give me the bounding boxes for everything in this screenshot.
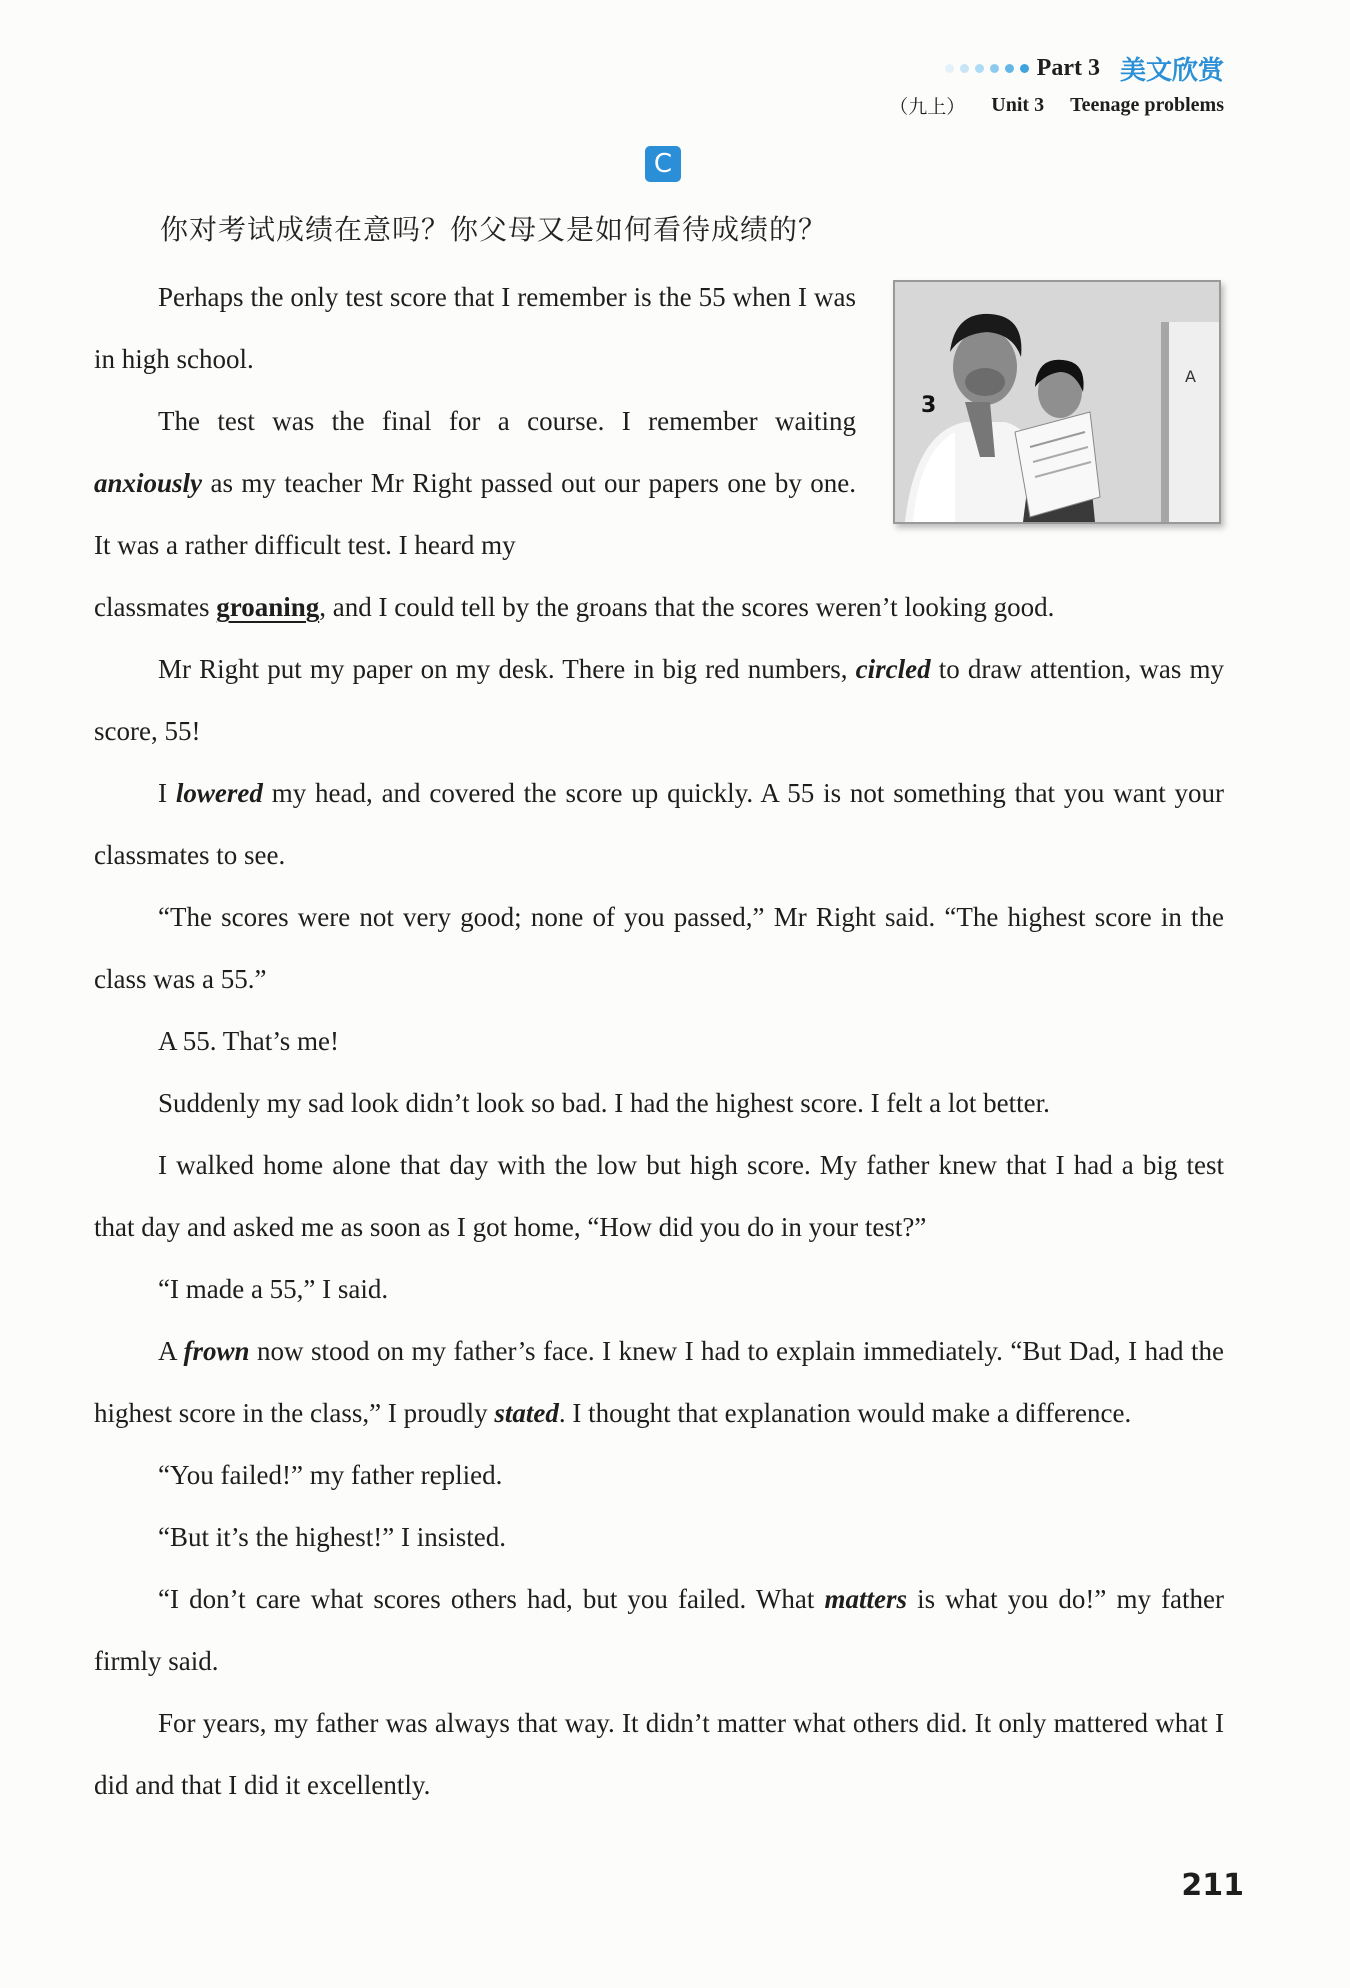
- paragraph-4: I lowered my head, and covered the score up quickly. A 55 is not something that you want your classmates to see.: [94, 778, 1225, 870]
- section-badge: C: [645, 146, 681, 182]
- decorative-dots-icon: [945, 64, 1029, 73]
- vocab-frown: frown: [183, 1336, 250, 1366]
- paragraph-8: I walked home alone that day with the low but high score. My father knew that I had a big test that day and asked me as soon as I got home, “How did you do in your test?”: [94, 1150, 1224, 1242]
- paragraph-6: A 55. That’s me!: [158, 1026, 339, 1056]
- paragraph-12: “But it’s the highest!” I insisted.: [158, 1522, 506, 1552]
- paragraph-3: Mr Right put my paper on my desk. There in big red numbers, circled to draw attention, was my score, 55!: [94, 654, 1224, 746]
- unit-header: [889, 92, 1224, 119]
- svg-text:A: A: [1185, 367, 1196, 386]
- vocab-groaning: groaning: [216, 592, 320, 622]
- part-label: Part 3: [1036, 55, 1100, 81]
- paragraph-9: “I made a 55,” I said.: [158, 1274, 389, 1304]
- paragraph-7: Suddenly my sad look didn’t look so bad. I had the highest score. I felt a lot better.: [158, 1088, 1050, 1118]
- vocab-lowered: lowered: [175, 778, 263, 808]
- unit-title: Teenage problems: [1070, 94, 1224, 116]
- paragraph-10: A frown now stood on my father’s face. I knew I had to explain immediately. “But Dad, I had the highest score in the class,” I proudly stated. I thought that explanation would make a difference.: [94, 1336, 1225, 1428]
- section-title: 美文欣赏: [1119, 56, 1224, 86]
- vocab-circled: circled: [855, 654, 931, 684]
- unit-label: Unit 3: [991, 94, 1045, 116]
- article-body: [94, 266, 1224, 1816]
- paragraph-5: “The scores were not very good; none of you passed,” Mr Right said. “The highest score in the class was a 55.”: [94, 902, 1224, 994]
- paragraph-13: “I don’t care what scores others had, but you failed. What matters is what you do!” my father firmly said.: [94, 1584, 1225, 1676]
- reading-prompt: 你对考试成绩在意吗？你父母又是如何看待成绩的？: [160, 213, 828, 246]
- paragraph-14: For years, my father was always that way. It didn’t matter what others did. It only mattered what I did and that I did it excellently.: [94, 1708, 1224, 1800]
- grade-label: （九上）: [889, 96, 966, 118]
- paragraph-11: “You failed!” my father replied.: [158, 1460, 503, 1490]
- page-number: 211: [1181, 1868, 1244, 1903]
- svg-text:3: 3: [921, 393, 937, 418]
- vocab-stated: stated: [494, 1398, 559, 1428]
- vocab-matters: matters: [824, 1584, 907, 1614]
- paragraph-2-continued: classmates groaning, and I could tell by the groans that the scores weren’t looking good.: [94, 592, 1055, 622]
- paragraph-1: Perhaps the only test score that I remember is the 55 when I was in high school.: [94, 282, 856, 374]
- vocab-anxiously: anxiously: [94, 468, 203, 498]
- running-header: [945, 50, 1224, 87]
- paragraph-2: The test was the final for a course. I remember waiting anxiously as my teacher Mr Right passed out our papers one by one. It was a rather difficult test. I heard my: [94, 406, 857, 560]
